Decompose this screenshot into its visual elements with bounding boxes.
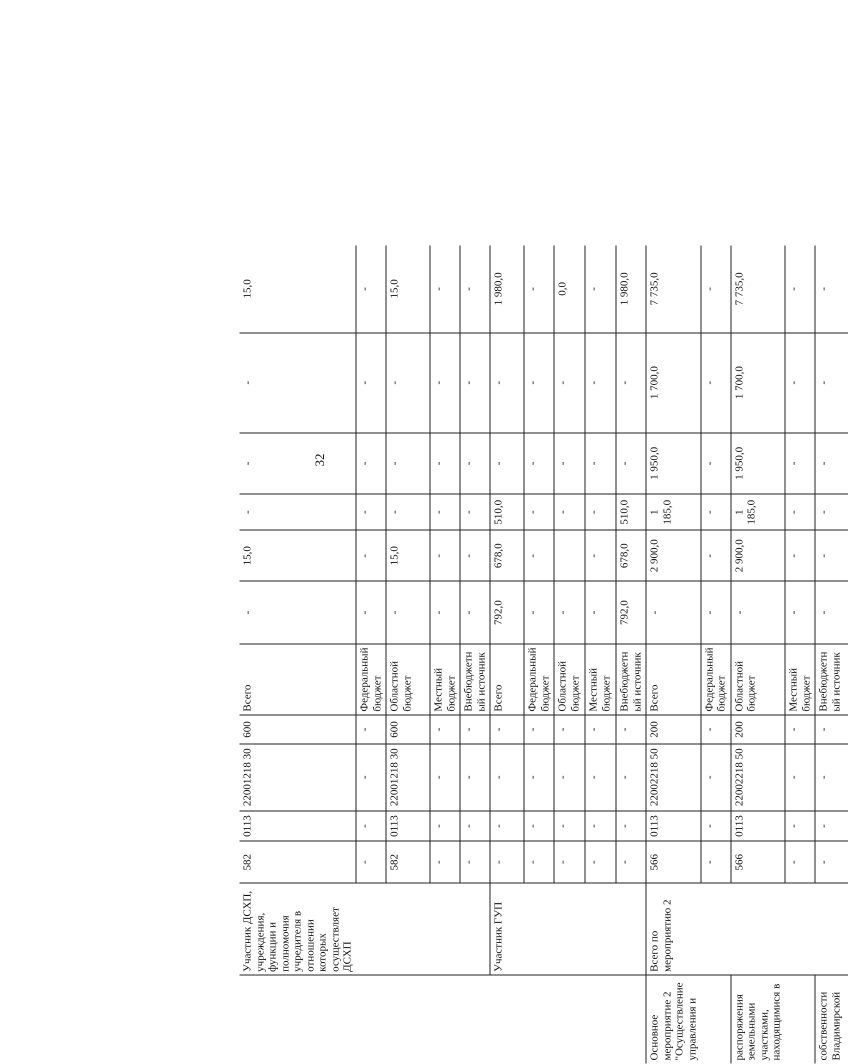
table-cell: - (616, 433, 646, 495)
table-cell: 600 (239, 715, 356, 744)
table-cell: - (239, 433, 356, 495)
table-cell: 22002218 50 (730, 744, 785, 811)
table-cell (386, 883, 430, 975)
table-cell (430, 883, 460, 975)
table-cell: - (585, 246, 616, 333)
table-cell: 678,0 (616, 530, 646, 581)
table-cell: 7 735,0 (730, 246, 785, 333)
table-cell: - (616, 715, 646, 744)
table-cell: - (239, 581, 356, 644)
table-cell: - (430, 433, 460, 495)
table-cell: - (430, 841, 460, 882)
table-cell (239, 975, 356, 1063)
table-cell: - (585, 333, 616, 433)
table-cell: 15,0 (386, 246, 430, 333)
table-cell (585, 975, 616, 1063)
table-row (460, 246, 490, 1064)
table-cell: - (430, 333, 460, 433)
table-cell: 1 980,0 (616, 246, 646, 333)
table-cell (554, 883, 585, 975)
table-cell: 792,0 (490, 581, 524, 644)
table-cell: Внебюджетный источник (460, 644, 490, 715)
table-cell: - (815, 581, 848, 644)
table-cell: - (239, 494, 356, 530)
table-row (815, 246, 848, 1064)
table-cell: Участник ГУП (490, 883, 524, 975)
table-cell: Всего (239, 644, 356, 715)
table-row (430, 246, 460, 1064)
table-cell: - (524, 715, 554, 744)
rotated-table (239, 246, 842, 1064)
table-cell: - (490, 333, 524, 433)
table-cell: - (585, 581, 616, 644)
table-cell: - (524, 433, 554, 495)
table-cell: 15,0 (239, 530, 356, 581)
table-cell: 1 950,0 (730, 433, 785, 495)
table-cell: - (356, 715, 386, 744)
table-cell: - (700, 811, 730, 842)
table-cell: 200 (730, 715, 785, 744)
table-row (585, 246, 616, 1064)
table-cell: - (700, 433, 730, 495)
table-cell: Основное мероприятие 2 "Осуществление управления и (646, 975, 701, 1063)
table-cell (490, 975, 524, 1063)
table-cell: 0,0 (554, 246, 585, 333)
table-cell: 1 950,0 (646, 433, 701, 495)
table-cell: 510,0 (490, 494, 524, 530)
table-row (700, 246, 730, 1064)
table-cell: Местный бюджет (585, 644, 616, 715)
table-cell: Всего (646, 644, 701, 715)
table-cell: - (460, 744, 490, 811)
table-cell: Участник ДСХП, учреждения, функции и полномочия учредителя в отношении которых осуществляет ДСХП (239, 883, 356, 975)
table-cell: - (430, 811, 460, 842)
table-cell (554, 975, 585, 1063)
table-cell (524, 975, 554, 1063)
table-cell: - (700, 333, 730, 433)
table-cell: Федеральный бюджет (700, 644, 730, 715)
table-cell: - (490, 841, 524, 882)
table-cell: - (490, 811, 524, 842)
table-cell: - (700, 744, 730, 811)
table-cell (700, 883, 730, 975)
table-cell: 0113 (646, 811, 701, 842)
table-cell (460, 975, 490, 1063)
table-row (554, 246, 585, 1064)
table-cell: 200 (646, 715, 701, 744)
table-cell: - (585, 715, 616, 744)
table-row (239, 246, 356, 1064)
table-cell: - (490, 433, 524, 495)
table-cell (616, 883, 646, 975)
table-cell: - (815, 715, 848, 744)
table-cell: - (554, 333, 585, 433)
table-cell: - (356, 581, 386, 644)
table-cell: - (646, 581, 701, 644)
table-cell: - (785, 581, 815, 644)
table-cell: Областной бюджет (554, 644, 585, 715)
table-cell (785, 883, 815, 975)
table-cell: - (585, 530, 616, 581)
table-cell: - (524, 333, 554, 433)
table-cell: - (785, 246, 815, 333)
table-cell: - (585, 494, 616, 530)
table-cell: - (460, 246, 490, 333)
table-cell: - (585, 433, 616, 495)
table-cell (356, 883, 386, 975)
table-cell: - (785, 715, 815, 744)
table-row (785, 246, 815, 1064)
table-cell: - (356, 811, 386, 842)
table-cell (730, 883, 785, 975)
table-cell: - (460, 581, 490, 644)
table-cell: 7 735,0 (646, 246, 701, 333)
table-cell: - (524, 246, 554, 333)
table-cell: - (554, 433, 585, 495)
table-row (386, 246, 430, 1064)
table-cell: - (815, 246, 848, 333)
table-row (646, 246, 701, 1064)
table-cell: Областной бюджет (386, 644, 430, 715)
table-cell: - (356, 530, 386, 581)
table-cell: - (554, 811, 585, 842)
table-cell: - (524, 744, 554, 811)
table-cell: Внебюджетный источник (616, 644, 646, 715)
table-cell: - (460, 715, 490, 744)
table-cell: 582 (239, 841, 356, 882)
table-cell: - (430, 494, 460, 530)
table-cell: - (585, 744, 616, 811)
table-cell: - (785, 333, 815, 433)
table-cell: 600 (386, 715, 430, 744)
table-cell: - (815, 744, 848, 811)
table-cell: - (524, 811, 554, 842)
table-cell: - (460, 433, 490, 495)
table-cell: 15,0 (386, 530, 430, 581)
table-cell: - (430, 715, 460, 744)
table-cell: - (460, 333, 490, 433)
table-cell: - (785, 494, 815, 530)
table-cell: 22001218 30 (239, 744, 356, 811)
table-cell: - (815, 811, 848, 842)
table-cell: - (700, 715, 730, 744)
table-cell: - (430, 246, 460, 333)
table-cell: - (386, 333, 430, 433)
table-cell: - (585, 841, 616, 882)
table-cell: - (616, 811, 646, 842)
table-row (730, 246, 785, 1064)
table-cell: Федеральный бюджет (356, 644, 386, 715)
table-cell: - (585, 811, 616, 842)
table-cell: - (785, 811, 815, 842)
table-cell: - (524, 494, 554, 530)
table-cell: 1 185,0 (730, 494, 785, 530)
table-row (356, 246, 386, 1064)
table-cell: - (700, 246, 730, 333)
table-cell: - (356, 494, 386, 530)
table-cell: 2 900,0 (646, 530, 701, 581)
table-cell: - (700, 530, 730, 581)
table-cell: собственности Владимирской (815, 975, 848, 1063)
table-cell: Федеральный бюджет (524, 644, 554, 715)
table-cell: 1 700,0 (646, 333, 701, 433)
table-cell: - (554, 744, 585, 811)
table-cell: - (386, 433, 430, 495)
table-cell: - (460, 494, 490, 530)
table-cell: 566 (646, 841, 701, 882)
table-cell (585, 883, 616, 975)
table-cell: Всего (490, 644, 524, 715)
table-cell (616, 975, 646, 1063)
table-cell: - (460, 811, 490, 842)
table-cell: - (785, 433, 815, 495)
table-cell: - (524, 841, 554, 882)
table-cell: - (356, 744, 386, 811)
table-cell: - (386, 581, 430, 644)
table-cell: - (700, 581, 730, 644)
table-cell: 22001218 30 (386, 744, 430, 811)
table-cell: 22002218 50 (646, 744, 701, 811)
table-cell: 0113 (730, 811, 785, 842)
table-cell: - (554, 841, 585, 882)
table-cell: - (785, 744, 815, 811)
table-cell: - (356, 841, 386, 882)
table-cell: - (700, 841, 730, 882)
table-cell: 582 (386, 841, 430, 882)
table-cell: 678,0 (490, 530, 524, 581)
table-cell: 1 185,0 (646, 494, 701, 530)
table-cell: - (785, 841, 815, 882)
table-cell: - (239, 333, 356, 433)
table-cell: - (524, 581, 554, 644)
table-cell: - (815, 494, 848, 530)
table-cell: - (700, 494, 730, 530)
table-row (616, 246, 646, 1064)
table-cell: 0113 (239, 811, 356, 842)
page-number: 32 (312, 453, 327, 467)
table-row (490, 246, 524, 1064)
table-cell: - (785, 530, 815, 581)
table-cell: - (430, 581, 460, 644)
table-cell: 1 980,0 (490, 246, 524, 333)
table-cell: - (616, 333, 646, 433)
table-cell: распоряжения земельными участками, находящимися в (730, 975, 785, 1063)
table-cell (700, 975, 730, 1063)
table-cell: - (356, 333, 386, 433)
table-row (524, 246, 554, 1064)
table-cell (785, 975, 815, 1063)
table-cell: Областной бюджет (730, 644, 785, 715)
table-cell: - (460, 530, 490, 581)
table-cell: 0113 (386, 811, 430, 842)
table-cell: - (554, 581, 585, 644)
table-cell (386, 975, 430, 1063)
table-cell: 566 (730, 841, 785, 882)
table-cell: 510,0 (616, 494, 646, 530)
table-cell: - (460, 841, 490, 882)
table-cell: - (815, 333, 848, 433)
table-cell: - (356, 433, 386, 495)
table-cell (460, 883, 490, 975)
table-cell: - (386, 494, 430, 530)
table-cell: - (430, 744, 460, 811)
table-cell (430, 975, 460, 1063)
table-cell: - (815, 433, 848, 495)
table-cell (554, 530, 585, 581)
table-cell: 1 700,0 (730, 333, 785, 433)
table-cell: - (554, 494, 585, 530)
table-cell: Внебюджетный источник (815, 644, 848, 715)
table-cell: - (815, 530, 848, 581)
table-cell (524, 883, 554, 975)
table-cell: Местный бюджет (785, 644, 815, 715)
table-cell: - (490, 715, 524, 744)
table-cell: - (730, 581, 785, 644)
table-cell: - (616, 841, 646, 882)
table-cell: - (490, 744, 524, 811)
table-cell: - (524, 530, 554, 581)
table-cell: 792,0 (616, 581, 646, 644)
table-cell (815, 883, 848, 975)
table-cell (356, 975, 386, 1063)
table-cell: - (616, 744, 646, 811)
budget-table (239, 246, 848, 1064)
table-cell: - (815, 841, 848, 882)
table-cell: Всего по мероприятию 2 (646, 883, 701, 975)
table-cell: 2 900,0 (730, 530, 785, 581)
table-cell: 15,0 (239, 246, 356, 333)
table-cell: - (430, 530, 460, 581)
table-cell: - (356, 246, 386, 333)
table-cell: - (554, 715, 585, 744)
table-cell: Местный бюджет (430, 644, 460, 715)
